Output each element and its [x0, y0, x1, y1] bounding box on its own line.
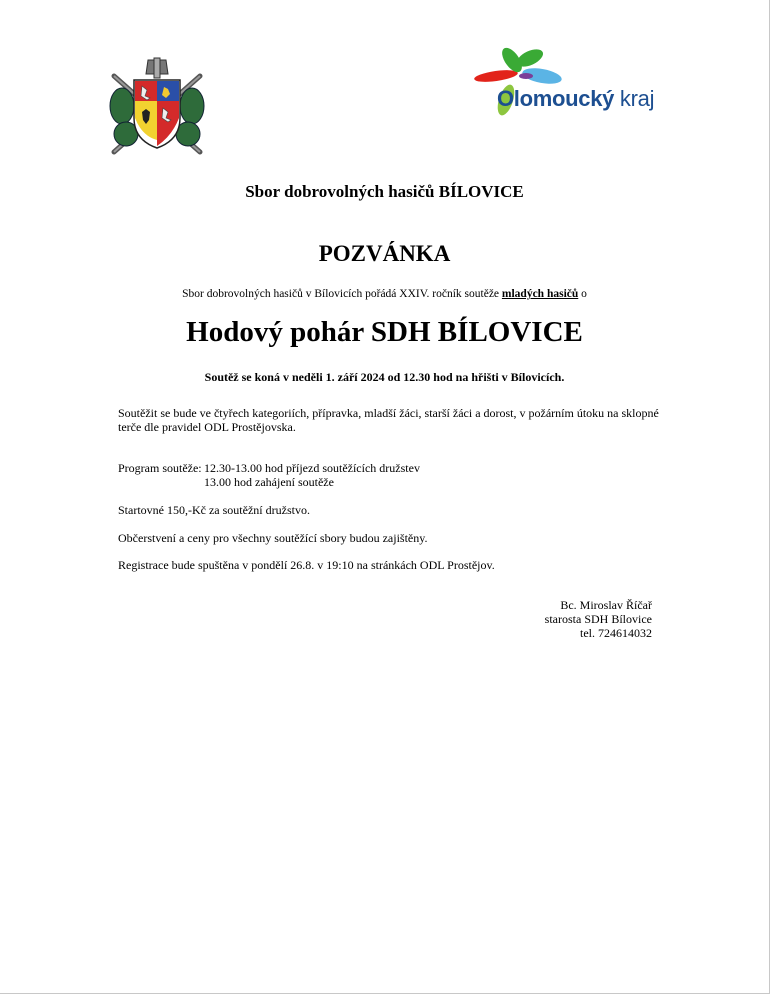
intro-prefix: Sbor dobrovolných hasičů v Bílovicích pořádá XXIV. ročník soutěže [182, 288, 502, 300]
program-row [118, 461, 420, 475]
program-item: 12.30-13.00 hod příjezd soutěžících družstev [204, 461, 420, 475]
intro-line [0, 288, 769, 300]
event-date-line: Soutěž se koná v neděli 1. září 2024 od 12.30 hod na hřišti v Bílovicích. [204, 370, 565, 384]
competition-description: Soutěžit se bude ve čtyřech kategoriích, přípravka, mladší žáci, starší žáci a dorost, v požárním útoku na sklopné terče dle pravidel ODL Prostějovska. [118, 406, 659, 434]
refreshments-note: Občerstvení a ceny pro všechny soutěžící sbory budou zajištěny. [118, 531, 428, 545]
program-item: 13.00 hod zahájení soutěže [204, 475, 334, 489]
intro-suffix: o [578, 288, 587, 300]
program-row [118, 475, 420, 489]
document-title: POZVÁNKA [318, 241, 451, 266]
signature-phone: tel. 724614032 [580, 626, 652, 640]
program-label: Program soutěže: [118, 461, 202, 475]
signature-role: starosta SDH Bílovice [544, 612, 652, 626]
registration-note: Registrace bude spuštěna v pondělí 26.8. v 19:10 na stránkách ODL Prostějov. [118, 558, 495, 572]
firefighters-emblem-icon [102, 56, 212, 158]
olomoucky-kraj-logo-text [497, 86, 654, 112]
logo-text-main: Olomoucký [497, 86, 615, 111]
program-block [118, 461, 420, 489]
signature-block [545, 598, 652, 640]
intro-emphasis: mladých hasičů [501, 288, 579, 300]
event-name: Hodový pohár SDH BÍLOVICE [186, 316, 583, 348]
organization-heading: Sbor dobrovolných hasičů BÍLOVICE [245, 182, 524, 201]
signature-name: Bc. Miroslav Říčař [560, 598, 652, 612]
logo-text-suffix: kraj [619, 86, 655, 111]
entry-fee: Startovné 150,-Kč za soutěžní družstvo. [118, 503, 310, 517]
